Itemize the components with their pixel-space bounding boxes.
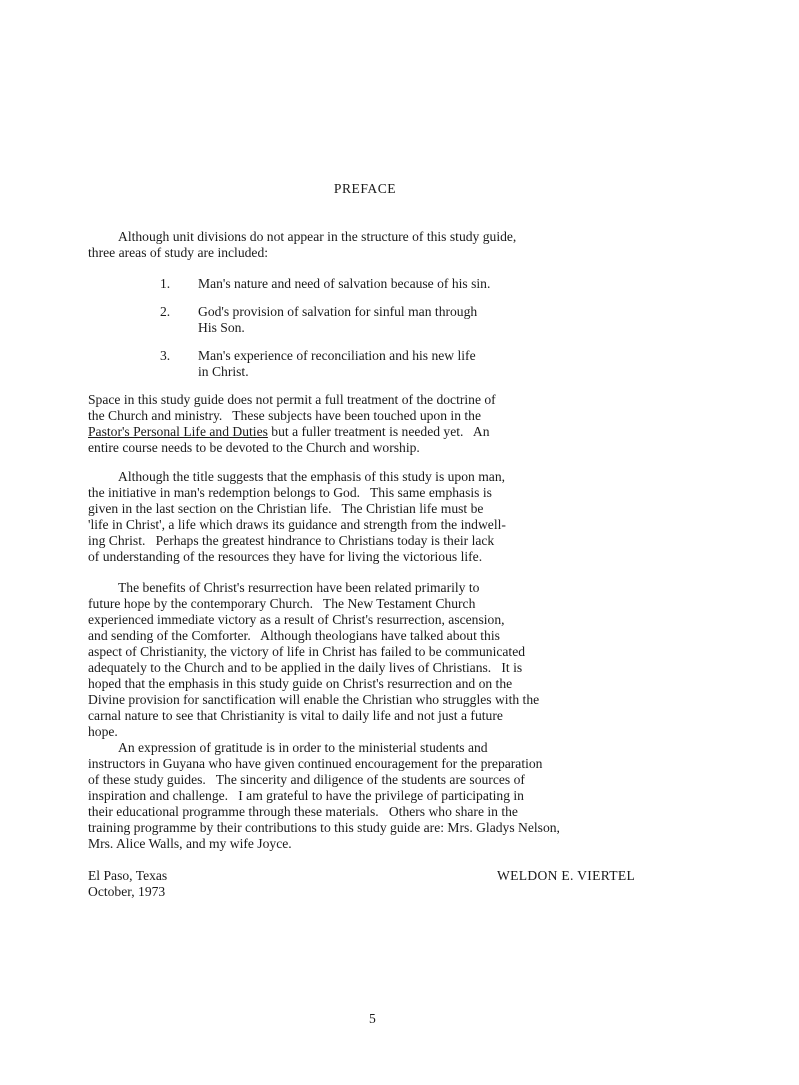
- scope-paragraph: [88, 392, 668, 456]
- text-line: Divine provision for sanctification will enable the Christian who struggles with the: [88, 692, 540, 707]
- list-text: Man's nature and need of salvation because of his sin.: [198, 276, 491, 291]
- list-number: 3.: [160, 348, 171, 363]
- text-line: Although the title suggests that the emphasis of this study is upon man,: [118, 469, 506, 484]
- place-date: [88, 868, 167, 900]
- list-number: 1.: [160, 276, 171, 291]
- text-line: aspect of Christianity, the victory of life in Christ has failed to be communicated: [88, 644, 526, 659]
- page-title: PREFACE: [333, 181, 397, 196]
- text-line: given in the last section on the Christian life. The Christian life must be: [88, 501, 484, 516]
- text-line: of understanding of the resources they have for living the victorious life.: [88, 549, 483, 564]
- text-line: of these study guides. The sincerity and diligence of the students are sources of: [88, 772, 525, 787]
- text-line: Mrs. Alice Walls, and my wife Joyce.: [88, 836, 292, 851]
- text-line: the Church and ministry. These subjects have been touched upon in the: [88, 408, 481, 423]
- text-line: hoped that the emphasis in this study guide on Christ's resurrection and on the: [88, 676, 513, 691]
- text-line: experienced immediate victory as a result of Christ's resurrection, ascension,: [88, 612, 505, 627]
- text-line: future hope by the contemporary Church. The New Testament Church: [88, 596, 476, 611]
- text-line: [88, 424, 668, 440]
- text-line: adequately to the Church and to be applied in the daily lives of Christians. It is: [88, 660, 523, 675]
- text-line: An expression of gratitude is in order to the ministerial students and: [118, 740, 488, 755]
- list-text: in Christ.: [198, 364, 249, 379]
- list-number: 2.: [160, 304, 171, 319]
- intro-paragraph: [88, 229, 668, 261]
- text-line: Space in this study guide does not permit a full treatment of the doctrine of: [88, 392, 496, 407]
- gratitude-paragraph: [88, 740, 668, 852]
- text-line: instructors in Guyana who have given continued encouragement for the preparation: [88, 756, 543, 771]
- text-line: and sending of the Comforter. Although theologians have talked about this: [88, 628, 500, 643]
- text-line: their educational programme through these materials. Others who share in the: [88, 804, 518, 819]
- text-line: hope.: [88, 724, 118, 739]
- list-text: Man's experience of reconciliation and his new life: [198, 348, 476, 363]
- text-line: Although unit divisions do not appear in the structure of this study guide,: [118, 229, 517, 244]
- text-line: the initiative in man's redemption belongs to God. This same emphasis is: [88, 485, 492, 500]
- list-text: His Son.: [198, 320, 245, 335]
- date: October, 1973: [88, 884, 166, 899]
- list-text: God's provision of salvation for sinful man through: [198, 304, 478, 319]
- resurrection-paragraph: [88, 580, 668, 740]
- book-title: Pastor's Personal Life and Duties: [88, 424, 268, 439]
- text-line: ing Christ. Perhaps the greatest hindrance to Christians today is their lack: [88, 533, 495, 548]
- author-signature: WELDON E. VIERTEL: [497, 868, 636, 883]
- text-line: training programme by their contributions to this study guide are: Mrs. Gladys Nelson,: [88, 820, 560, 835]
- text-fragment: but a fuller treatment is needed yet. An: [267, 424, 490, 439]
- text-line: carnal nature to see that Christianity is vital to daily life and not just a future: [88, 708, 503, 723]
- text-line: 'life in Christ', a life which draws its guidance and strength from the indwell-: [88, 517, 506, 532]
- text-line: three areas of study are included:: [88, 245, 269, 260]
- page-number: 5: [369, 1011, 376, 1026]
- text-line: The benefits of Christ's resurrection have been related primarily to: [118, 580, 480, 595]
- place: El Paso, Texas: [88, 868, 168, 883]
- emphasis-paragraph: [88, 469, 668, 565]
- text-line: entire course needs to be devoted to the Church and worship.: [88, 440, 420, 455]
- text-line: inspiration and challenge. I am grateful to have the privilege of participating in: [88, 788, 524, 803]
